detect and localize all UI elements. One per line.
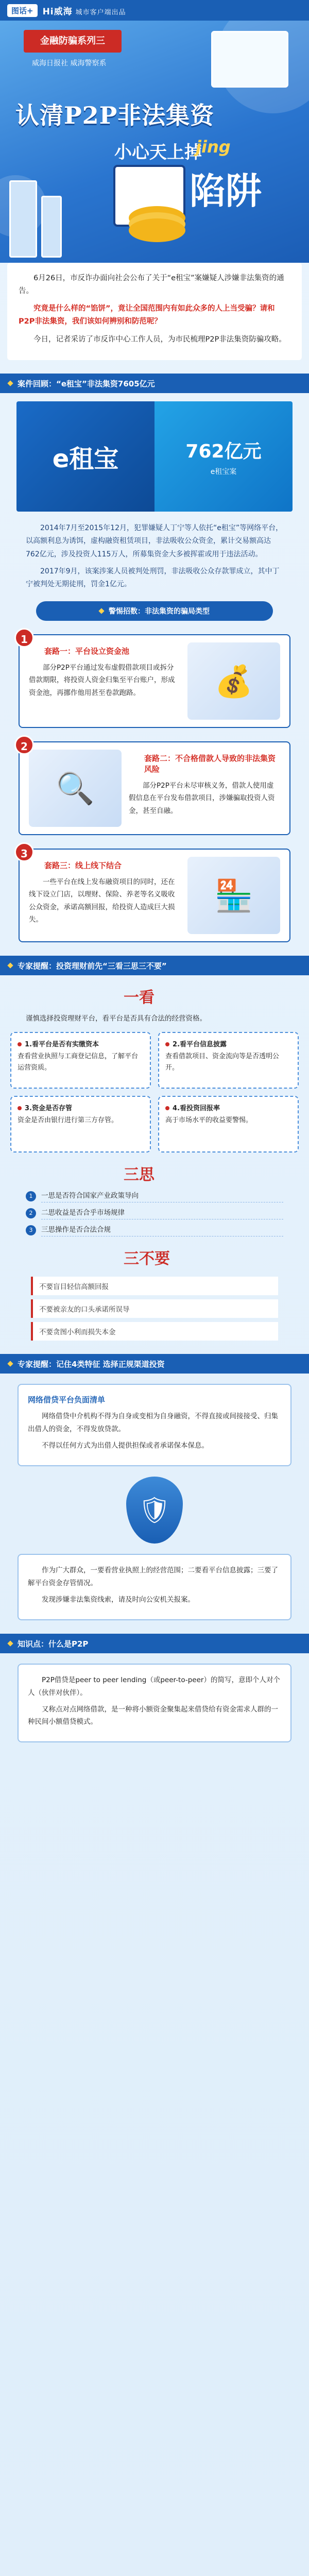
case-number: 1 (14, 628, 34, 648)
case-number: 2 (14, 735, 34, 755)
shield-icon: 🛡 (126, 1477, 183, 1544)
coins-illustration (129, 218, 185, 242)
phone-illustration (113, 165, 185, 227)
section-expert-tips: 专家提醒：投资理财前先“三看三思三不要” (0, 956, 309, 975)
three-look-intro: 谨慎选择投资理财平台，看平台是否具有合法的经营资格。 (26, 1014, 207, 1023)
p2p-definition-panel (18, 1664, 291, 1742)
stat-p1: 2014年7月至2015年12月，犯罪嫌疑人丁宁等人依托“e租宝”等网络平台，以高额利息为诱饵，虚构融资租赁项目，非法吸收公众资金，累计交易额高达762亿元，涉及投资人115万人，所募集资金大多被挥霍或用于违法活动。 (26, 524, 283, 558)
three-look (15, 985, 294, 1025)
negative-list-panel (18, 1384, 291, 1466)
look-item: 4.看投资回报率 高于市场水平的收益要警惕。 (158, 1096, 299, 1153)
panel-text: P2P借贷是peer to peer lending（或peer-to-peer）的简写，意即个人对个人（伙伴对伙伴）。 (28, 1676, 280, 1697)
case-1 (19, 634, 290, 728)
hero-title-3: 陷阱 (190, 170, 262, 212)
case-photo (16, 401, 293, 512)
panel-text: 发现涉嫌非法集资线索，请及时向公安机关报案。 (42, 1595, 195, 1604)
panel-heading: 网络借贷平台负面清单 (28, 1395, 106, 1405)
badge-logo: 图话+ (7, 4, 38, 17)
series-ribbon: 金融防骗系列三 (24, 30, 122, 53)
case-illustration: 🔍 (29, 750, 122, 827)
case-illustration: 💰 (187, 642, 280, 720)
look-item: 3.资金是否存管 资金是否由银行进行第三方存管。 (10, 1096, 151, 1153)
panel-text: 作为广大群众，一要看营业执照上的经营范围；二要看平台信息披露；三要了解平台资金存管情况。 (28, 1566, 278, 1587)
three-dont-list (31, 1277, 278, 1341)
case-text: 部分P2P平台未尽审核义务，借款人使用虚假信息在平台发布借款项目，涉嫌骗取投资人资金，甚至自融。 (129, 782, 275, 815)
hero-title-1: 认清P2P非法集资 (15, 101, 215, 129)
intro-p2: 究竟是什么样的“馅饼”，竟让全国范围内有如此众多的人上当受骗？请和P2P非法集资，我们该如何辨别和防范呢？ (19, 304, 275, 326)
top-bar (0, 0, 309, 21)
advice-panel (18, 1554, 291, 1620)
three-think-title: 三思 (124, 1166, 154, 1184)
case-text: 一些平台在线上发布融资项目的同时，还在线下设立门店，以理财、保险、养老等名义吸收公众资金，承诺高额回报，给投资人造成巨大损失。 (29, 878, 175, 924)
look-item: 1.看平台是否有实缴资本 查看营业执照与工商登记信息，了解平台运营资质。 (10, 1032, 151, 1089)
hero-title-2: 小心天上掉 (114, 142, 202, 163)
e-zubao-logo: e租宝 (16, 401, 154, 512)
hero-banner (0, 21, 309, 263)
hero-subtitle: 威海日报社 威海警察系 (32, 59, 107, 67)
section-case-review: 案件回顾：“e租宝”非法集资7605亿元 (0, 374, 309, 393)
think-item: 1 一思是否符合国家产业政策导向 (26, 1190, 283, 1202)
section-what-is-p2p: 知识点：什么是P2P (0, 1634, 309, 1653)
intro-card (7, 263, 302, 360)
dont-item: 不要被亲友的口头承诺所误导 (31, 1299, 278, 1318)
stat-p2: 2017年9月，该案涉案人员被判处刑罚，非法吸收公众存款罪成立，其中丁宁被判处无期徒刑，罚金1亿元。 (26, 567, 280, 588)
look-items-1 (10, 1032, 299, 1089)
case-title: 套路三：线上线下结合 (44, 861, 122, 871)
case-illustration: 🏪 (187, 857, 280, 934)
case-2 (19, 741, 290, 835)
three-dont-title: 三不要 (124, 1250, 170, 1268)
case-title: 套路一：平台设立资金池 (44, 647, 130, 656)
look-items-2 (10, 1096, 299, 1153)
amount-panel: 762亿元 e租宝案 (154, 401, 293, 512)
case-title: 套路二：不合格借款人导致的非法集资风险 (144, 754, 276, 774)
case-stat (26, 522, 283, 591)
think-item: 3 三思操作是否合法合规 (26, 1224, 283, 1236)
brand-name: Hi威海 城市客户端出品 (42, 6, 126, 17)
hero-title-2b: jing (196, 137, 231, 157)
dont-item: 不要盲目轻信高额回报 (31, 1277, 278, 1295)
case-number: 3 (14, 842, 34, 862)
intro-p1: 6月26日，市反诈办面向社会公布了关于“e租宝”案嫌疑人涉嫌非法集资的通告。 (19, 274, 284, 295)
three-think-list (26, 1190, 283, 1236)
panel-text: 又称点对点网络借款，是一种将小额资金聚集起来借贷给有资金需求人群的一种民间小额借贷模式。 (28, 1705, 278, 1726)
three-look-title: 一看 (124, 989, 154, 1007)
dont-item: 不要贪图小利而损失本金 (31, 1322, 278, 1341)
look-item: 2.看平台信息披露 查看借款项目、资金流向等是否透明公开。 (158, 1032, 299, 1089)
panel-text: 不得以任何方式为出借人提供担保或者承诺保本保息。 (42, 1442, 209, 1450)
case-text: 部分P2P平台通过发布虚假借款项目或拆分借款期限，将投资人资金归集至平台账户，形成资金池，再挪作他用甚至卷款跑路。 (29, 664, 175, 697)
think-item: 2 二思收益是否合乎市场规律 (26, 1207, 283, 1219)
section-tricks: 警惕招数：非法集资的骗局类型 (36, 601, 273, 621)
panel-text: 网络借贷中介机构不得为自身或变相为自身融资，不得直接或间接接受、归集出借人的资金，不得发放贷款。 (28, 1412, 278, 1433)
case-3 (19, 849, 290, 942)
section-features: 专家提醒：记住4类特征 选择正规渠道投资 (0, 1354, 309, 1374)
intro-p3: 今日，记者采访了市反诈中心工作人员，为市民梳理P2P非法集资防骗攻略。 (33, 335, 286, 344)
